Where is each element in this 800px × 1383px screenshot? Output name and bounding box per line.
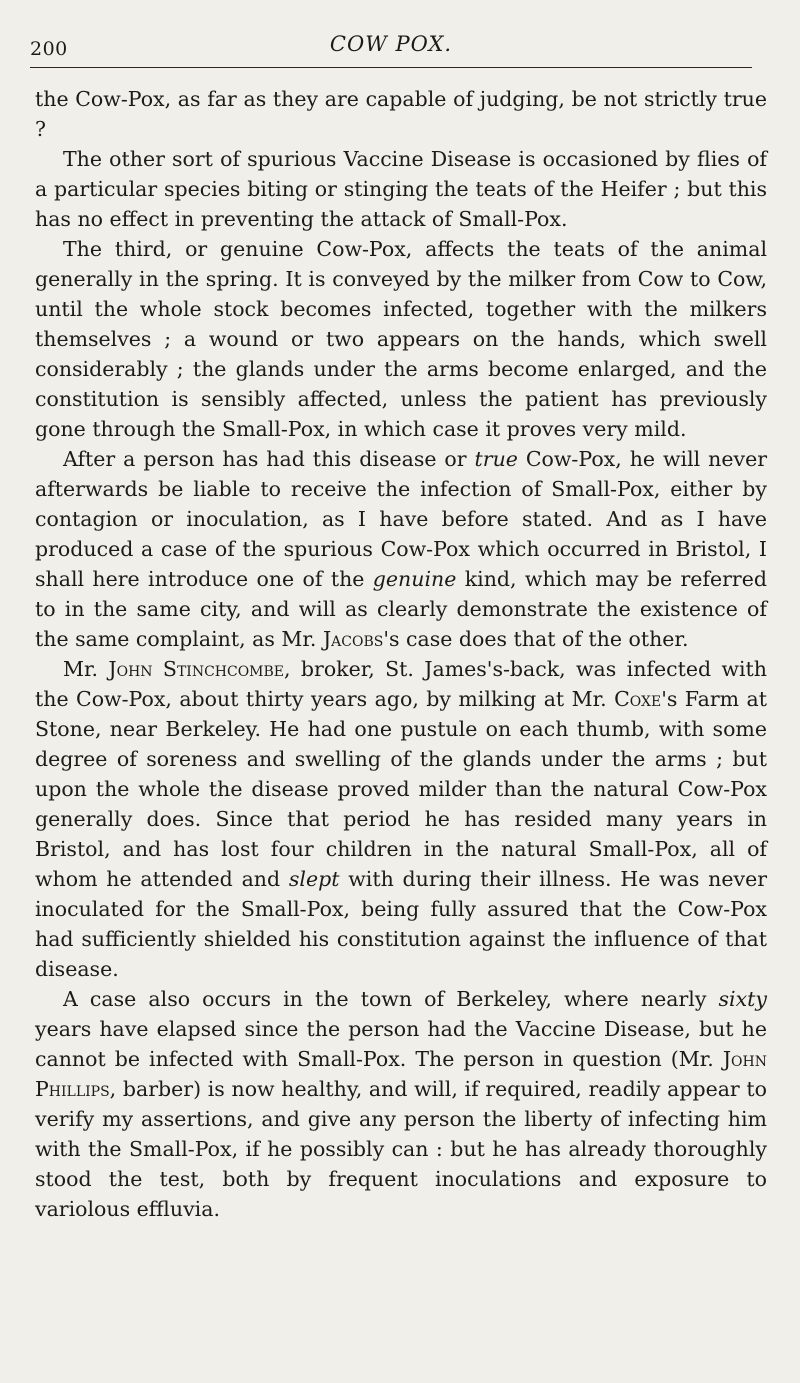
paragraph [35,654,767,984]
running-title: COW POX. [329,32,453,56]
text-run: with during their illness. He was never inoculated for the Small-Pox, being fully assured that the Cow-Pox had sufficiently shielded his constitution against the influence of that disease. [35,867,768,981]
paragraph [35,144,767,234]
text-run: the Cow-Pox, as far as they are capable of judging, be not strictly true ? [35,87,767,141]
page-body-text [35,84,767,1224]
italic-text: slept [288,867,340,891]
text-run: After a person has had this disease or [63,447,475,471]
paragraph [35,84,767,144]
italic-text: true [474,447,518,471]
text-run: A case also occurs in the town of Berkeley, where nearly [63,987,719,1011]
italic-text: sixty [718,987,767,1011]
text-run: 's Farm at Stone, near Berkeley. He had one pustule on each thumb, with some degree of soreness and swelling of the glands under the arms ; but upon the whole the disease proved milder than the natural Cow-Pox generally does. Since that period he has resided many years in Bristol, and has lost four children in the natural Small-Pox, all of whom he attended and [35,687,767,891]
small-caps-name: John Phillips [35,1047,767,1101]
small-caps-name: Jacobs [322,627,384,651]
text-run: Cow-Pox, he will never afterwards be liable to receive the infection of Small-Pox, either by contagion or inoculation, as I have before stated. And as I have produced a case of the spurious Cow-Pox which occurred in Bristol, I shall here introduce one of the [35,447,767,591]
text-run: , barber) is now healthy, and will, if required, readily appear to verify my assertions, and give any person the liberty of infecting him with the Small-Pox, if he possibly can : but he has already thoroughly stood the test, both by frequent inoculations and exposure to variolous effluvia. [35,1077,767,1221]
text-run: The third, or genuine Cow-Pox, affects the teats of the animal generally in the spring. It is conveyed by the milker from Cow to Cow, until the whole stock becomes infected, together with the milkers themselves ; a wound or two appears on the hands, which swell considerably ; the glands under the arms become enlarged, and the constitution is sensibly affected, unless the patient has previously gone through the Small-Pox, in which case it proves very mild. [35,237,767,441]
text-run: Mr. [63,657,109,681]
text-run: 's case does that of the other. [383,627,689,651]
text-run: The other sort of spurious Vaccine Disease is occasioned by flies of a particular species biting or stinging the teats of the Heifer ; but this has no effect in preventing the attack of Small-Pox. [35,147,767,231]
header-rule [30,67,752,68]
page-number: 200 [30,38,68,60]
small-caps-name: John Stinchcombe [108,657,285,681]
text-run: kind, which may be referred to in the same city, and will as clearly demonstrate the existence of the same complaint, as Mr. [35,567,767,651]
page-header [30,30,752,66]
paragraph [35,444,767,654]
paragraph [35,234,767,444]
italic-text: genuine [372,567,457,591]
text-run: years have elapsed since the person had the Vaccine Disease, but he cannot be infected with Small-Pox. The person in question (Mr. [35,1017,767,1071]
small-caps-name: Coxe [614,687,662,711]
text-run: , broker, St. James's-back, was infected with the Cow-Pox, about thirty years ago, by milking at Mr. [35,657,767,711]
paragraph [35,984,767,1224]
